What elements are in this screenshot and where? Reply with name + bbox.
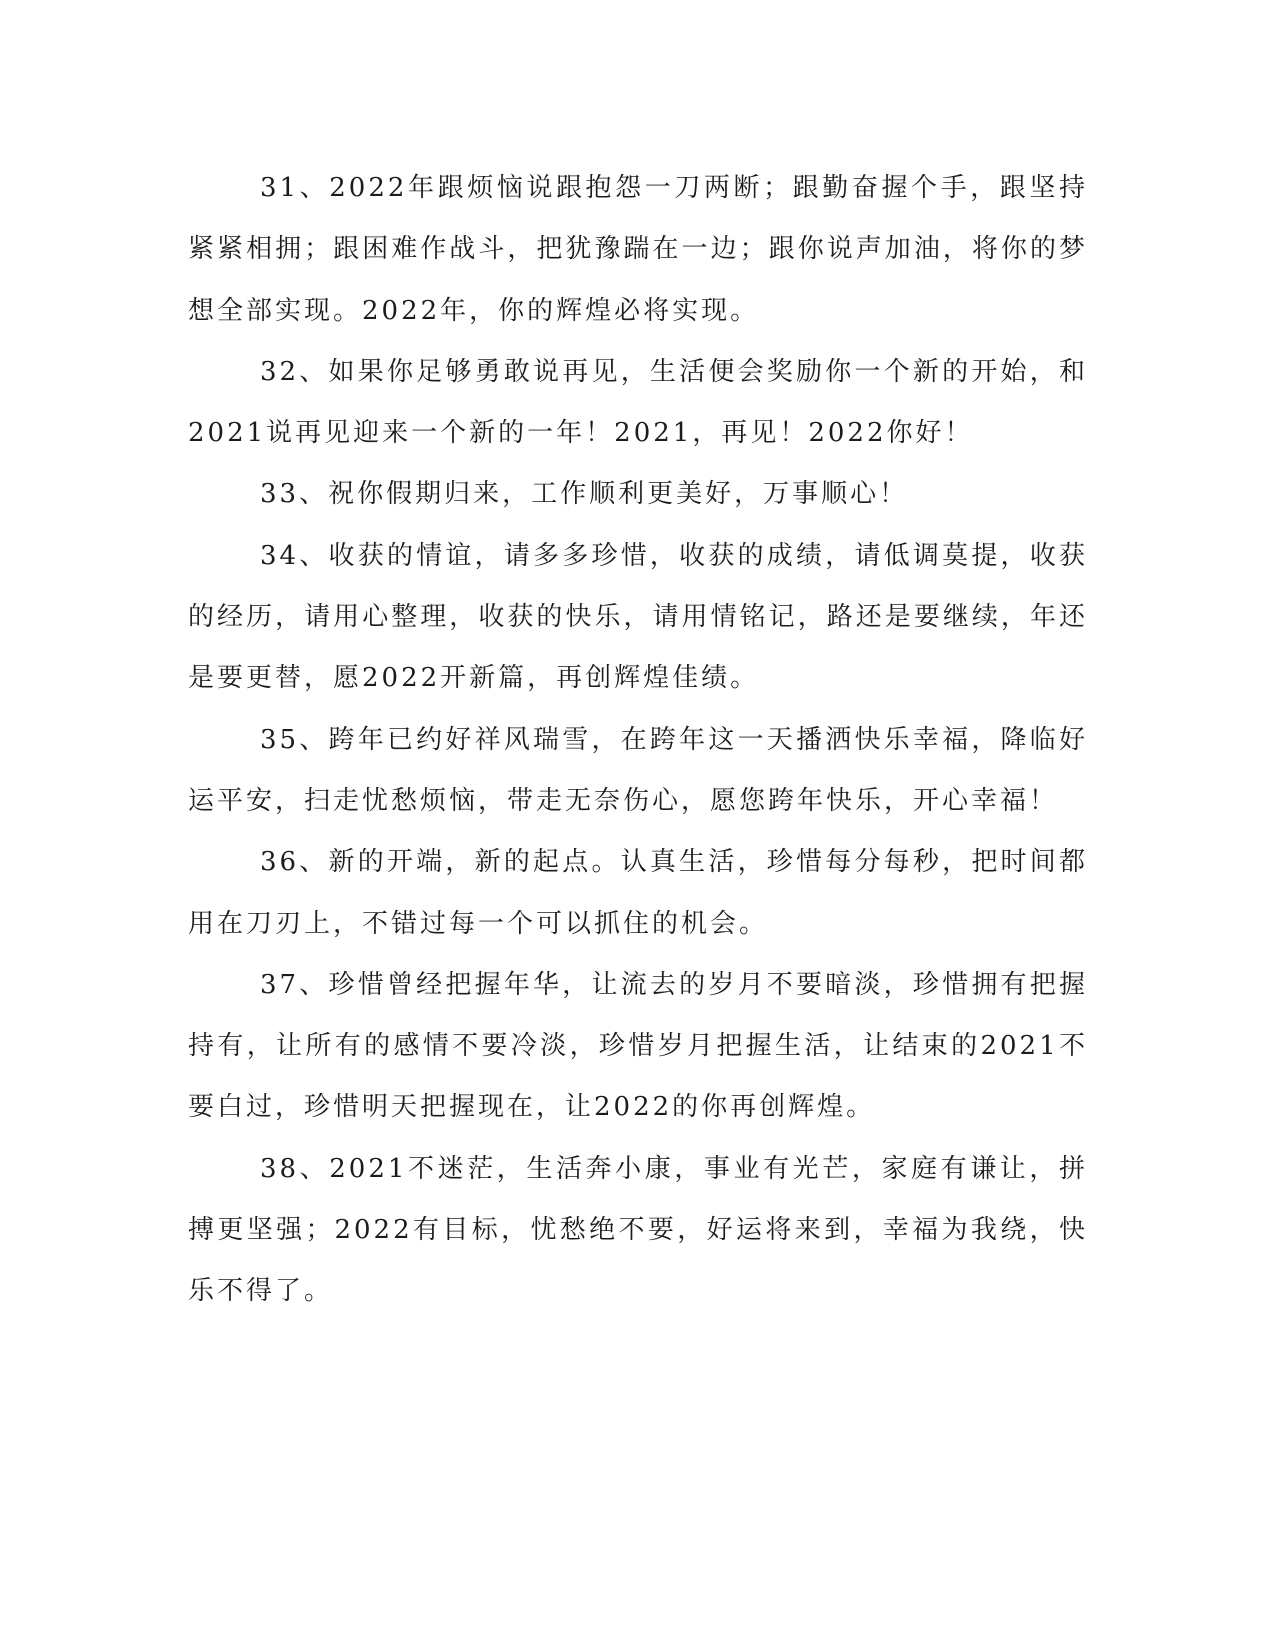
- document-body: [188, 158, 1088, 1323]
- paragraph-35: 35、跨年已约好祥风瑞雪，在跨年这一天播洒快乐幸福，降临好运平安，扫走忧愁烦恼，带走无奈伤心，愿您跨年快乐，开心幸福！: [188, 724, 1088, 816]
- paragraph-32: 32、如果你足够勇敢说再见，生活便会奖励你一个新的开始，和2021说再见迎来一个新的一年！2021，再见！2022你好！: [188, 356, 1088, 449]
- paragraph-38: 38、2021不迷茫，生活奔小康，事业有光芒，家庭有谦让，拼搏更坚强；2022有目标，忧愁绝不要，好运将来到，幸福为我绕，快乐不得了。: [188, 1153, 1088, 1307]
- paragraph-36: 36、新的开端，新的起点。认真生活，珍惜每分每秒，把时间都用在刀刃上，不错过每一个可以抓住的机会。: [188, 847, 1088, 939]
- paragraph-31: 31、2022年跟烦恼说跟抱怨一刀两断；跟勤奋握个手，跟坚持紧紧相拥；跟困难作战斗，把犹豫踹在一边；跟你说声加油，将你的梦想全部实现。2022年，你的辉煌必将实现。: [188, 173, 1088, 326]
- paragraph-33: 33、祝你假期归来，工作顺利更美好，万事顺心！: [260, 479, 909, 510]
- paragraph-37: 37、珍惜曾经把握年华，让流去的岁月不要暗淡，珍惜拥有把握持有，让所有的感情不要冷淡，珍惜岁月把握生活，让结束的2021不要白过，珍惜明天把握现在，让2022的你再创辉煌。: [188, 969, 1088, 1123]
- paragraph-34: 34、收获的情谊，请多多珍惜，收获的成绩，请低调莫提，收获的经历，请用心整理，收获的快乐，请用情铭记，路还是要继续，年还是要更替，愿2022开新篇，再创辉煌佳绩。: [188, 540, 1088, 694]
